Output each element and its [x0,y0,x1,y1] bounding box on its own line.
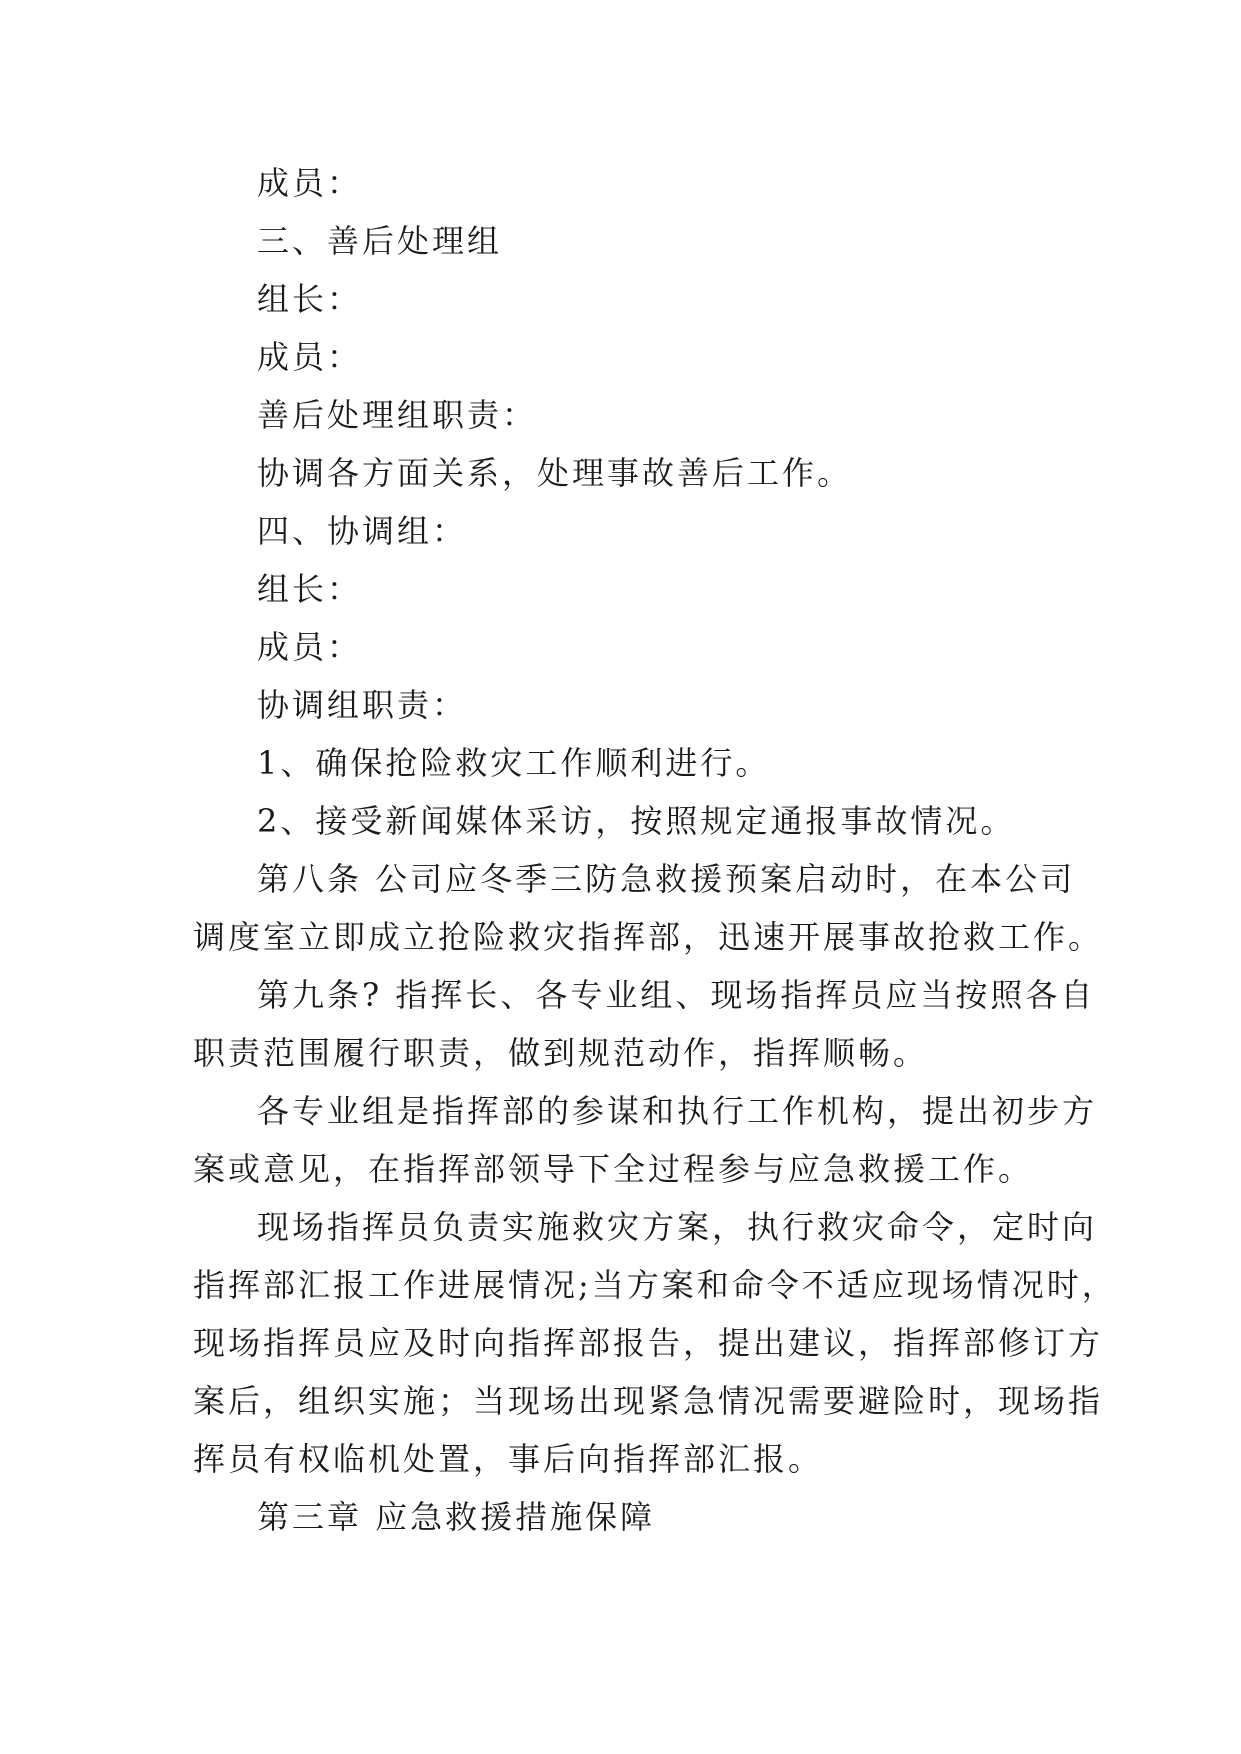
text-line: 成员： [257,164,363,202]
text-line: 善后处理组职责： [257,396,538,434]
chapter-heading: 第三章 应急救援措施保障 [257,1498,656,1536]
paragraph-line: 案或意见，在指挥部领导下全过程参与应急救援工作。 [193,1150,1034,1188]
paragraph-line: 案后，组织实施；当现场出现紧急情况需要避险时，现场指 [193,1382,1104,1420]
article-line: 第八条 公司应冬季三防急救援预案启动时，在本公司 [257,860,1076,898]
paragraph-line: 现场指挥员负责实施救灾方案，执行救灾命令，定时向 [257,1208,1098,1246]
article-line: 第九条? 指挥长、各专业组、现场指挥员应当按照各自 [257,976,1096,1014]
list-item: 2、接受新闻媒体采访，按照规定通报事故情况。 [257,802,1016,840]
list-item: 1、确保抢险救灾工作顺利进行。 [257,744,771,782]
section-heading: 四、协调组： [257,512,468,550]
text-line: 组长： [257,570,363,608]
text-line: 协调组职责： [257,686,468,724]
section-heading: 三、善后处理组 [257,222,503,260]
document-body [193,154,1117,1546]
text-line: 协调各方面关系，处理事故善后工作。 [257,454,853,492]
paragraph-line: 各专业组是指挥部的参谋和执行工作机构，提出初步方 [257,1092,1098,1130]
paragraph-line: 现场指挥员应及时向指挥部报告，提出建议，指挥部修订方 [193,1324,1104,1362]
text-line: 成员： [257,338,363,376]
article-line: 职责范围履行职责，做到规范动作，指挥顺畅。 [193,1034,929,1072]
text-line: 成员： [257,628,363,666]
paragraph-line: 挥员有权临机处置，事后向指挥部汇报。 [193,1440,824,1478]
paragraph-line: 指挥部汇报工作进展情况;当方案和命令不适应现场情况时， [193,1266,1117,1304]
article-line: 调度室立即成立抢险救灾指挥部，迅速开展事故抢救工作。 [193,918,1104,956]
text-line: 组长： [257,280,363,318]
